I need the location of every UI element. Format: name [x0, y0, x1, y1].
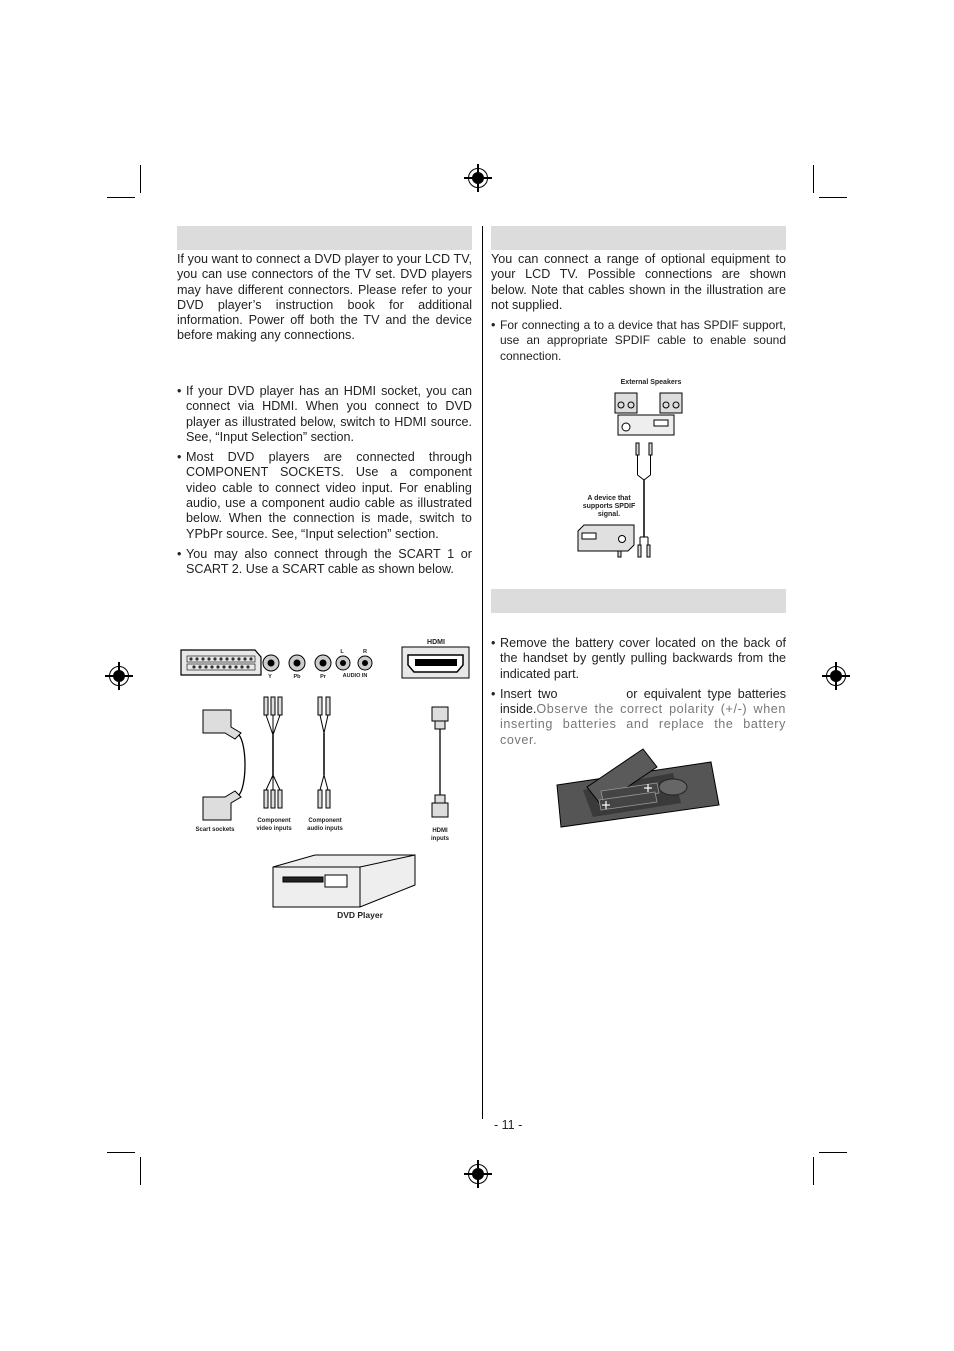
dvd-player-icon — [273, 855, 415, 907]
section-header-bar — [491, 226, 786, 250]
port-label-pb: Pb — [293, 674, 301, 680]
dvd-bullet-list — [177, 384, 472, 583]
spdif-bullet-text: For connecting a to a device that has SPDIF support, use an appropriate SPDIF cable to enable sound connection. — [500, 318, 786, 363]
spdif-connection-diagram — [570, 385, 700, 575]
crop-mark — [813, 165, 814, 193]
spdif-device-label: A device that supports SPDIF signal. — [582, 495, 636, 518]
hdmi-cable-icon — [432, 707, 448, 817]
column-divider — [482, 226, 483, 1119]
crop-mark — [140, 1157, 141, 1185]
speaker-icon — [615, 393, 682, 413]
external-speakers-label: External Speakers — [620, 379, 682, 386]
component-audio-label: Component audio inputs — [307, 818, 343, 832]
optional-equipment-paragraph: You can connect a range of optional equipment to your LCD TV. Possible connections are shown below. Note that cables shown in the illustration are not supplied. — [491, 252, 786, 312]
dvd-intro-paragraph: If you want to connect a DVD player to your LCD TV, you can use connectors of the TV set. DVD players may have different connectors. Please refer to your DVD player’s instruction book for additional information. Power off both the TV and the device before making any connections. — [177, 252, 472, 343]
hdmi-label: HDMI — [427, 639, 445, 646]
component-audio-cable-icon — [318, 697, 330, 808]
crop-mark — [107, 197, 135, 198]
port-label-r: R — [363, 649, 367, 655]
list-item: • Remove the battery cover located on the back of the handset by gently pulling backwards from the indicated part. — [491, 636, 786, 682]
list-item — [491, 687, 786, 748]
port-label-y: Y — [268, 674, 272, 680]
scart-cable-icon — [203, 710, 241, 820]
dvd-player-label: DVD Player — [337, 910, 383, 920]
registration-mark-icon — [468, 168, 488, 188]
crop-mark — [819, 197, 847, 198]
registration-mark-icon — [109, 666, 129, 686]
scart-socket-icon — [181, 650, 261, 675]
crop-mark — [140, 165, 141, 193]
list-item: • You may also connect through the SCART 1 or SCART 2. Use a SCART cable as shown below. — [177, 547, 472, 578]
hdmi-inputs-label: HDMI inputs — [431, 828, 449, 842]
registration-mark-icon — [468, 1164, 488, 1184]
battery-text-b: or equivalent type batteries inside. — [500, 686, 787, 717]
section-header-bar — [491, 589, 786, 613]
crop-mark — [107, 1152, 135, 1153]
component-video-label: Component video inputs — [256, 818, 292, 832]
audio-in-label: AUDIO IN — [342, 673, 368, 679]
component-video-cable-icon — [264, 697, 282, 808]
page-number: - 11 - — [494, 1118, 523, 1132]
spdif-device-icon — [578, 525, 634, 551]
hdmi-port-icon — [402, 647, 469, 678]
list-item — [491, 318, 786, 364]
list-item: • If your DVD player has an HDMI socket, you can connect via HDMI. When you connect to DVD player as illustrated below, switch to HDMI source. See, “Input Selection” section. — [177, 384, 472, 445]
amplifier-icon — [618, 415, 674, 435]
battery-text-a: Insert two — [500, 686, 564, 701]
battery-bullet-list — [491, 636, 786, 753]
port-label-pr: Pr — [320, 674, 326, 680]
spdif-bullet-list — [491, 318, 786, 369]
crop-mark — [819, 1152, 847, 1153]
scart-sockets-label: Scart sockets — [195, 827, 235, 833]
port-label-l: L — [340, 649, 344, 655]
section-header-bar — [177, 226, 472, 250]
list-item: • Most DVD players are connected through COMPONENT SOCKETS. Use a component video cable to connect video input. For enabling audio, use a component audio cable as illustrated below. When the connection is made, switch to YPbPr source. See, “Input selection” section. — [177, 450, 472, 542]
rca-jack-icon — [263, 655, 372, 671]
battery-polarity-note: Observe the correct polarity (+/-) when inserting batteries and replace the battery cover. — [500, 702, 786, 747]
crop-mark — [813, 1157, 814, 1185]
registration-mark-icon — [826, 666, 846, 686]
remote-battery-illustration — [553, 745, 723, 830]
